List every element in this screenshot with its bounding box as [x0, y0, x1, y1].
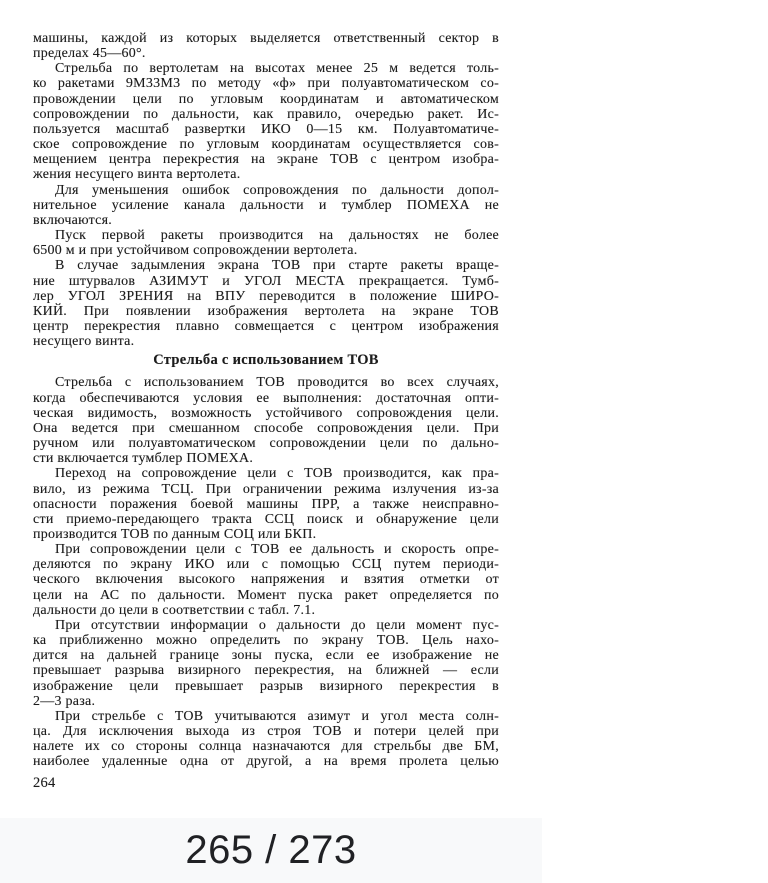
- text-line: Стрельба по вертолетам на высотах менее 25 м ведется толь-: [55, 61, 499, 77]
- text-line: центр перекрестия плавно совмещается с центром изображения: [33, 318, 499, 334]
- text-line: ние штурвалов АЗИМУТ и УГОЛ МЕСТА прекращается. Тумб-: [33, 273, 499, 289]
- text-line: сти включается тумблер ПОМЕХА.: [33, 451, 254, 467]
- text-line: несущего винта.: [33, 334, 135, 350]
- text-line: Пуск первой ракеты производится на дальностях не более: [55, 228, 499, 244]
- text-line: пределах 45—60°.: [33, 46, 146, 62]
- text-line: производится ТОВ по данным СОЦ или БКП.: [33, 527, 317, 542]
- paragraph: [33, 258, 499, 349]
- text-line: При отсутствии информации о дальности до цели момент пус-: [55, 617, 499, 633]
- text-line: ческая видимость, возможность устойчивого сопровождения цели.: [33, 405, 499, 421]
- text-line: 6500 м и при устойчивом сопровождении вертолета.: [33, 243, 358, 259]
- page-indicator: 265 / 273: [185, 828, 357, 872]
- section-heading: Стрельба с использованием ТОВ: [153, 352, 379, 369]
- text-line: дальности до цели в соответствии с табл. 7.1.: [33, 602, 316, 618]
- text-line: деляются по экрану ИКО или с помощью ССЦ путем периоди-: [33, 557, 499, 573]
- text-line: ческого включения высокого напряжения и взятия отметки от: [33, 572, 499, 588]
- paragraph: [33, 618, 499, 709]
- text-line: В случае задымления экрана ТОВ при старте ракеты враще-: [55, 258, 499, 274]
- text-line: опасности поражения боевой машины ПРР, а также неисправно-: [33, 496, 499, 512]
- text-line: машины, каждой из которых выделяется ответственный сектор в: [33, 31, 499, 46]
- text-line: провождении цели по угловым координатам и автоматическом: [33, 91, 499, 107]
- text-line: налете их со стороны солнца назначаются для стрельбы две БМ,: [33, 739, 499, 755]
- text-line: жения несущего винта вертолета.: [33, 167, 241, 183]
- text-column: [33, 31, 499, 791]
- text-line: Для уменьшения ошибок сопровождения по дальности допол-: [55, 182, 499, 198]
- text-line: сопровождении по дальности, как правило, очередью ракет. Ис-: [33, 106, 499, 122]
- text-line: нительное усиление канала дальности и тумблер ПОМЕХА не: [33, 197, 499, 213]
- paragraph: [33, 31, 499, 61]
- text-line: Переход на сопровождение цели с ТОВ производится, как пра-: [55, 466, 499, 482]
- text-line: КИЙ. При появлении изображения вертолета на экране ТОВ: [33, 303, 499, 319]
- text-line: мещением центра перекрестия на экране ТОВ с центром изобра-: [33, 152, 499, 168]
- text-line: вило, из режима ТСЦ. При ограничении режима излучения из-за: [33, 481, 499, 497]
- text-line: ка приближенно можно определить по экрану ТОВ. Цель нахо-: [33, 633, 499, 649]
- text-line: Она ведется при смешанном способе сопровождения цели. При: [33, 420, 499, 436]
- text-line: При стрельбе с ТОВ учитываются азимут и угол места солн-: [55, 708, 499, 724]
- page-indicator-bar: [0, 818, 542, 883]
- text-line: Стрельба с использованием ТОВ проводится во всех случаях,: [55, 375, 499, 391]
- text-line: цели на АС по дальности. Момент пуска ракет определяется по: [33, 587, 499, 603]
- text-line: пользуется масштаб развертки ИКО 0—15 км. Полуавтоматиче-: [33, 121, 499, 137]
- text-line: 2—3 раза.: [33, 693, 96, 709]
- text-line: ко ракетами 9М33М3 по методу «ф» при полуавтоматическом со-: [33, 76, 499, 92]
- paragraph: [33, 466, 499, 542]
- paragraph: [33, 61, 499, 182]
- text-line: включаются.: [33, 212, 113, 228]
- paragraph: [33, 542, 499, 618]
- text-line: лер УГОЛ ЗРЕНИЯ на ВПУ переводится в положение ШИРО-: [33, 288, 499, 304]
- paragraph: [33, 183, 499, 228]
- text-line: ца. Для исключения выхода из строя ТОВ и потери целей при: [33, 724, 499, 740]
- text-line: ручном или полуавтоматическом сопровождении цели по дально-: [33, 436, 499, 452]
- text-line: наиболее удаленные одна от другой, а на время пролета целью: [33, 754, 499, 770]
- text-line: дится на дальней границе зоны пуска, если ее изображение не: [33, 648, 499, 664]
- text-line: когда обеспечиваются условия ее выполнения: достаточная опти-: [33, 390, 499, 406]
- paragraph: [33, 375, 499, 466]
- text-line: ское сопровождение по угловым координатам осуществляется сов-: [33, 137, 499, 153]
- text-line: превышает разрыва визирного перекрестия, на ближней — если: [33, 663, 499, 679]
- text-line: При сопровождении цели с ТОВ ее дальность и скорость опре-: [55, 542, 499, 558]
- paragraph: [33, 709, 499, 770]
- page-number: 264: [33, 774, 56, 791]
- paragraph: [33, 228, 499, 258]
- text-line: изображение цели превышает разрыв визирного перекрестия в: [33, 678, 499, 694]
- text-line: сти приемо-передающего тракта ССЦ поиск и обнаружение цели: [33, 511, 499, 527]
